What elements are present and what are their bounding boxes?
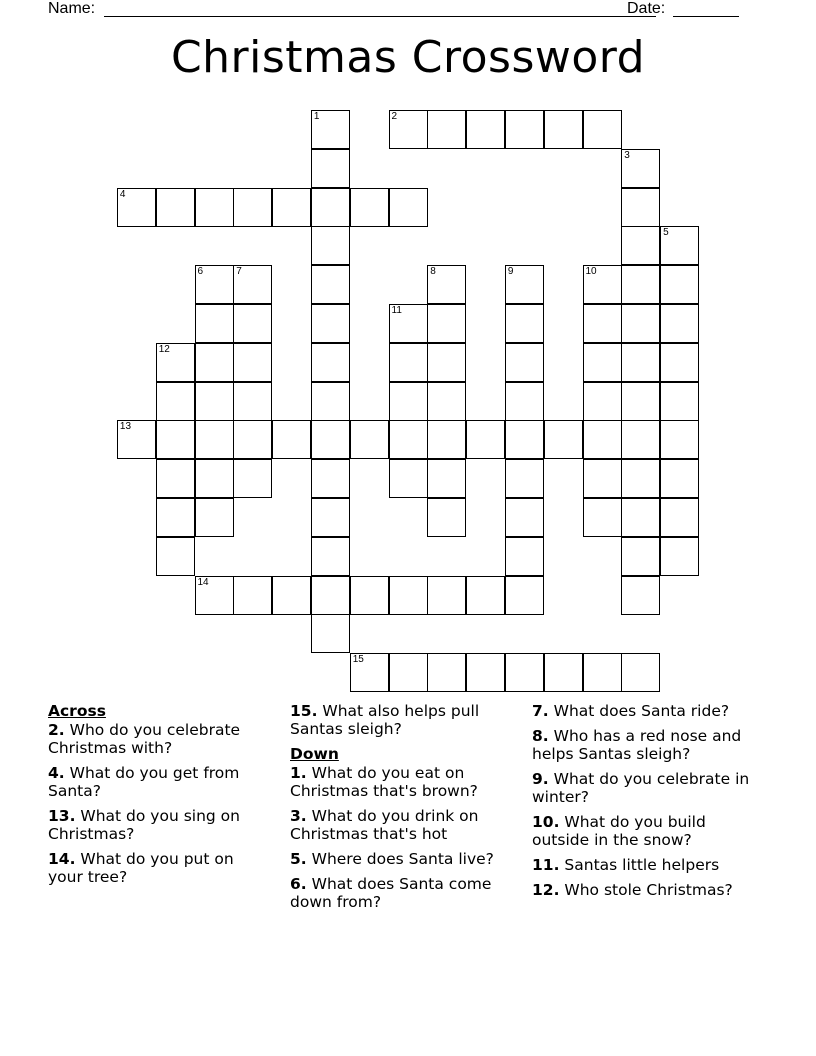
grid-cell[interactable] xyxy=(195,420,234,459)
clue-down-12 xyxy=(532,881,762,899)
cell-number: 2 xyxy=(391,111,398,122)
clue-number: 13. xyxy=(48,807,76,825)
grid-cell[interactable] xyxy=(233,420,272,459)
clue-number: 3. xyxy=(290,807,307,825)
clue-text: What does Santa come down from? xyxy=(290,875,492,911)
cell-number: 12 xyxy=(158,343,170,355)
grid-cell[interactable] xyxy=(311,420,350,459)
clue-down-11 xyxy=(532,856,762,874)
cell-number: 4 xyxy=(119,188,126,200)
clue-down-7 xyxy=(532,702,762,720)
grid-cell[interactable] xyxy=(621,537,660,576)
grid-cell[interactable] xyxy=(621,304,660,343)
grid-cell[interactable] xyxy=(233,343,272,382)
clue-text: What do you sing on Christmas? xyxy=(48,807,240,843)
grid-cell[interactable] xyxy=(621,382,660,421)
grid-cell[interactable] xyxy=(195,343,234,382)
grid-cell[interactable] xyxy=(311,188,350,227)
clues-column-2 xyxy=(290,702,520,918)
grid-cell[interactable] xyxy=(427,265,466,304)
grid-cell[interactable] xyxy=(233,265,272,304)
cell-number: 8 xyxy=(430,266,436,278)
grid-cell[interactable] xyxy=(311,226,350,265)
grid-cell[interactable] xyxy=(505,576,544,615)
grid-cell[interactable] xyxy=(660,304,699,343)
grid-cell[interactable] xyxy=(621,498,660,537)
across-heading: Across xyxy=(48,702,106,720)
grid-cell[interactable] xyxy=(311,265,350,304)
grid-cell[interactable] xyxy=(427,343,466,382)
clue-down-3 xyxy=(290,807,520,843)
name-label: Name: xyxy=(48,0,96,17)
grid-cell[interactable] xyxy=(195,265,234,304)
clue-number: 11. xyxy=(532,856,560,874)
cell-number: 14 xyxy=(197,576,209,588)
clue-text: Santas little helpers xyxy=(564,856,720,874)
clue-down-10 xyxy=(532,813,762,849)
grid-cell[interactable] xyxy=(660,537,699,576)
grid-cell[interactable] xyxy=(233,382,272,421)
clue-number: 12. xyxy=(532,881,560,899)
grid-cell[interactable] xyxy=(660,382,699,421)
cell-number: 7 xyxy=(236,266,242,278)
grid-cell[interactable] xyxy=(660,459,699,498)
grid-cell[interactable] xyxy=(195,382,234,421)
grid-cell[interactable] xyxy=(466,110,505,149)
clue-number: 10. xyxy=(532,813,560,831)
clue-number: 2. xyxy=(48,721,65,739)
date-label: Date: xyxy=(627,0,666,17)
grid-cell[interactable] xyxy=(505,382,544,421)
clue-text: Who stole Christmas? xyxy=(564,881,733,899)
cell-number: 3 xyxy=(624,149,630,161)
grid-cell[interactable] xyxy=(466,576,505,615)
clue-number: 7. xyxy=(532,702,549,720)
cell-number: 6 xyxy=(197,266,204,278)
clue-across-14 xyxy=(48,850,273,886)
grid-cell[interactable] xyxy=(621,459,660,498)
grid-cell[interactable] xyxy=(505,459,544,498)
clue-across-15 xyxy=(290,702,520,738)
grid-cell[interactable] xyxy=(621,420,660,459)
clues-column-3 xyxy=(532,702,762,906)
grid-cell[interactable] xyxy=(233,188,272,227)
clue-down-9 xyxy=(532,770,762,806)
grid-cell[interactable] xyxy=(195,498,234,537)
grid-cell[interactable] xyxy=(272,420,311,459)
grid-cell[interactable] xyxy=(466,653,505,692)
grid-cell[interactable] xyxy=(544,420,583,459)
grid-cell[interactable] xyxy=(350,653,389,692)
cell-number: 1 xyxy=(313,111,320,122)
grid-cell[interactable] xyxy=(621,653,660,692)
clue-text: What do you drink on Christmas that's hot xyxy=(290,807,479,843)
grid-cell[interactable] xyxy=(505,110,544,149)
grid-cell[interactable] xyxy=(272,188,311,227)
clue-down-5 xyxy=(290,850,520,868)
grid-cell[interactable] xyxy=(311,110,350,149)
grid-cell[interactable] xyxy=(350,188,389,227)
grid-cell[interactable] xyxy=(660,498,699,537)
grid-cell[interactable] xyxy=(195,188,234,227)
clue-number: 14. xyxy=(48,850,76,868)
clue-down-1 xyxy=(290,764,520,800)
grid-cell[interactable] xyxy=(117,420,156,459)
grid-cell[interactable] xyxy=(505,653,544,692)
clue-number: 6. xyxy=(290,875,307,893)
grid-cell[interactable] xyxy=(583,265,622,304)
grid-cell[interactable] xyxy=(156,382,195,421)
grid-cell[interactable] xyxy=(311,304,350,343)
cell-number: 9 xyxy=(507,266,514,278)
clue-number: 4. xyxy=(48,764,65,782)
grid-cell[interactable] xyxy=(311,537,350,576)
clue-number: 15. xyxy=(290,702,318,720)
grid-cell[interactable] xyxy=(583,343,622,382)
grid-cell[interactable] xyxy=(272,576,311,615)
grid-cell[interactable] xyxy=(311,614,350,653)
grid-cell[interactable] xyxy=(427,653,466,692)
grid-cell[interactable] xyxy=(660,265,699,304)
grid-cell[interactable] xyxy=(389,653,428,692)
clue-text: What do you put on your tree? xyxy=(48,850,234,886)
cell-number: 10 xyxy=(585,266,597,278)
grid-cell[interactable] xyxy=(583,459,622,498)
grid-cell[interactable] xyxy=(311,498,350,537)
grid-cell[interactable] xyxy=(156,188,195,227)
grid-cell[interactable] xyxy=(621,226,660,265)
clue-text: What also helps pull Santas sleigh? xyxy=(290,702,480,738)
grid-cell[interactable] xyxy=(427,420,466,459)
grid-cell[interactable] xyxy=(389,343,428,382)
clue-number: 8. xyxy=(532,727,549,745)
grid-cell[interactable] xyxy=(233,304,272,343)
clue-text: Where does Santa live? xyxy=(311,850,494,868)
grid-cell[interactable] xyxy=(427,459,466,498)
clue-across-4 xyxy=(48,764,273,800)
grid-cell[interactable] xyxy=(583,110,622,149)
grid-cell[interactable] xyxy=(311,576,350,615)
grid-cell[interactable] xyxy=(156,343,195,382)
grid-cell[interactable] xyxy=(233,459,272,498)
clue-number: 5. xyxy=(290,850,307,868)
cell-number: 13 xyxy=(119,421,132,433)
grid-cell[interactable] xyxy=(389,459,428,498)
clue-text: Who has a red nose and helps Santas sleigh? xyxy=(532,727,742,763)
clues-column-1 xyxy=(48,702,273,893)
clue-number: 9. xyxy=(532,770,549,788)
grid-cell[interactable] xyxy=(505,265,544,304)
grid-cell[interactable] xyxy=(156,459,195,498)
grid-cell[interactable] xyxy=(621,576,660,615)
clue-across-2 xyxy=(48,721,273,757)
clue-text: What does Santa ride? xyxy=(553,702,730,720)
grid-cell[interactable] xyxy=(466,420,505,459)
grid-cell[interactable] xyxy=(621,265,660,304)
grid-cell[interactable] xyxy=(156,498,195,537)
grid-cell[interactable] xyxy=(389,382,428,421)
clue-text: What do you eat on Christmas that's brown? xyxy=(290,764,478,800)
clue-text: What do you celebrate in winter? xyxy=(532,770,750,806)
cell-number: 5 xyxy=(663,227,669,239)
grid-cell[interactable] xyxy=(195,576,234,615)
grid-cell[interactable] xyxy=(660,343,699,382)
grid-cell[interactable] xyxy=(427,304,466,343)
grid-cell[interactable] xyxy=(389,110,428,149)
grid-cell[interactable] xyxy=(505,420,544,459)
grid-cell[interactable] xyxy=(583,420,622,459)
grid-cell[interactable] xyxy=(505,304,544,343)
grid-cell[interactable] xyxy=(621,188,660,227)
grid-cell[interactable] xyxy=(156,537,195,576)
cell-number: 11 xyxy=(391,305,402,316)
grid-cell[interactable] xyxy=(311,149,350,188)
grid-cell[interactable] xyxy=(505,537,544,576)
grid-cell[interactable] xyxy=(389,188,428,227)
grid-cell[interactable] xyxy=(427,498,466,537)
grid-cell[interactable] xyxy=(660,420,699,459)
grid-cell[interactable] xyxy=(195,304,234,343)
grid-cell[interactable] xyxy=(660,226,699,265)
clue-text: Who do you celebrate Christmas with? xyxy=(48,721,241,757)
grid-cell[interactable] xyxy=(350,420,389,459)
grid-cell[interactable] xyxy=(427,382,466,421)
grid-cell[interactable] xyxy=(427,576,466,615)
grid-cell[interactable] xyxy=(505,498,544,537)
grid-cell[interactable] xyxy=(583,382,622,421)
clue-down-8 xyxy=(532,727,762,763)
grid-cell[interactable] xyxy=(350,576,389,615)
grid-cell[interactable] xyxy=(505,343,544,382)
clue-text: What do you get from Santa? xyxy=(48,764,240,800)
clue-down-6 xyxy=(290,875,520,911)
page-title: Christmas Crossword xyxy=(170,32,646,83)
grid-cell[interactable] xyxy=(621,149,660,188)
grid-cell[interactable] xyxy=(583,653,622,692)
grid-cell[interactable] xyxy=(195,459,234,498)
grid-cell[interactable] xyxy=(544,653,583,692)
cell-number: 15 xyxy=(352,654,364,666)
grid-cell[interactable] xyxy=(427,110,466,149)
grid-cell[interactable] xyxy=(583,304,622,343)
grid-cell[interactable] xyxy=(311,382,350,421)
clue-across-13 xyxy=(48,807,273,843)
grid-cell[interactable] xyxy=(389,576,428,615)
grid-cell[interactable] xyxy=(583,498,622,537)
grid-cell[interactable] xyxy=(311,459,350,498)
down-heading: Down xyxy=(290,745,339,763)
grid-cell[interactable] xyxy=(311,343,350,382)
clue-number: 1. xyxy=(290,764,307,782)
grid-cell[interactable] xyxy=(156,420,195,459)
grid-cell[interactable] xyxy=(389,304,428,343)
grid-cell[interactable] xyxy=(389,420,428,459)
grid-cell[interactable] xyxy=(117,188,156,227)
grid-cell[interactable] xyxy=(621,343,660,382)
clue-text: What do you build outside in the snow? xyxy=(532,813,706,849)
grid-cell[interactable] xyxy=(544,110,583,149)
grid-cell[interactable] xyxy=(233,576,272,615)
